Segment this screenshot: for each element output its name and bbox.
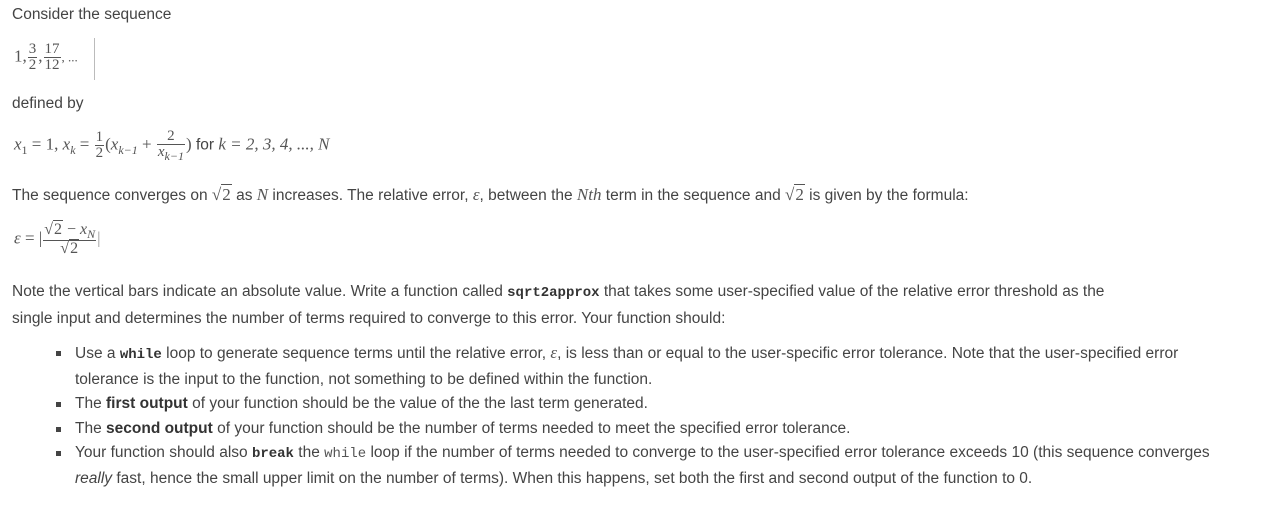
recurrence-formula bbox=[14, 129, 329, 162]
sqrt2-radicand-2: 2 bbox=[795, 185, 804, 204]
sqrt2-symbol: √2 bbox=[211, 185, 231, 204]
r1-code-while: while bbox=[119, 347, 162, 363]
r1-text-c: , is less than or equal to the user-specific error tolerance. Note that the user-specified error tolerance is the input to the function, not something to be defined within the function. bbox=[75, 345, 1179, 388]
err-minus: − bbox=[62, 221, 81, 238]
r1-epsilon: ε bbox=[550, 343, 558, 362]
x1-sub: 1 bbox=[21, 142, 28, 157]
r3-text-b: of your function should be the number of terms needed to meet the specified error tolerance. bbox=[212, 419, 851, 437]
xk-var: x bbox=[62, 134, 71, 154]
two-over-x-fraction bbox=[157, 129, 185, 162]
conv-text-6: is given by the formula: bbox=[804, 187, 969, 204]
x1-var: x bbox=[14, 134, 22, 154]
note-text-1: Note the vertical bars indicate an absolute value. Write a function called bbox=[12, 283, 508, 300]
seq-fraction-2 bbox=[44, 42, 61, 73]
xk-sub: k bbox=[70, 142, 76, 157]
conv-text-3: increases. The relative error, bbox=[268, 187, 473, 204]
err-fraction bbox=[43, 222, 96, 257]
bullet-icon bbox=[56, 427, 61, 432]
err-right-bar: | bbox=[97, 228, 101, 248]
sqrt2-radicand: 2 bbox=[222, 185, 231, 204]
seq-f2-den: 12 bbox=[44, 57, 60, 73]
den-x-sub: k−1 bbox=[164, 149, 184, 163]
k-range: k = 2, 3, 4, ..., N bbox=[218, 134, 330, 154]
seq-first: 1 bbox=[14, 46, 23, 66]
err-numerator: $√2 - x_N$ bbox=[44, 221, 96, 242]
error-formula bbox=[14, 222, 101, 257]
nth-term: Nth bbox=[576, 185, 602, 204]
close-paren: ) bbox=[185, 134, 192, 154]
convergence-sentence bbox=[12, 185, 969, 205]
x-den bbox=[157, 144, 185, 162]
r3-text-a: The bbox=[75, 419, 107, 437]
requirements-list bbox=[56, 341, 1246, 491]
seq-sep-2: , bbox=[38, 46, 43, 66]
conv-text-1: The sequence converges on bbox=[12, 187, 212, 204]
list-item bbox=[56, 341, 1246, 392]
xk1-sub: k−1 bbox=[118, 142, 138, 157]
err-x-sub: N bbox=[87, 227, 96, 242]
r4-text-a: Your function should also bbox=[75, 444, 252, 461]
sqrt2-symbol-2: √2 bbox=[785, 185, 804, 204]
r1-text-a: Use a bbox=[75, 345, 120, 362]
plus-sign: + bbox=[137, 134, 156, 154]
note-paragraph bbox=[12, 279, 1252, 331]
seq-fraction-1 bbox=[28, 42, 38, 73]
half-den: 2 bbox=[95, 145, 104, 161]
r3-bold: second output bbox=[106, 419, 213, 437]
xk1-var: x bbox=[110, 134, 119, 154]
r4-text-b: the bbox=[293, 444, 325, 461]
r4-text-c: loop if the number of terms needed to converge to the user-specified error tolerance exceeds 10 (this sequence converges bbox=[366, 444, 1210, 461]
sequence-expression bbox=[14, 42, 78, 73]
two-num: 2 bbox=[167, 128, 175, 144]
n-var: N bbox=[256, 185, 269, 204]
epsilon-symbol: ε bbox=[472, 185, 480, 204]
note-text-2: that takes some user-specified value of the relative error threshold as the bbox=[599, 283, 1105, 300]
r4-code-while: while bbox=[324, 446, 367, 462]
err-den-radicand: 2 bbox=[70, 240, 79, 258]
half-fraction bbox=[95, 130, 105, 161]
err-x-var: x bbox=[80, 221, 88, 238]
r4-text-d: fast, hence the small upper limit on the number of terms). When this happens, set both the first and second output of the function to 0. bbox=[112, 469, 1033, 487]
for-text: for bbox=[191, 136, 219, 154]
open-paren: ( bbox=[105, 134, 111, 154]
r2-text-a: The bbox=[75, 395, 107, 412]
err-eq: = | bbox=[20, 228, 43, 248]
list-item bbox=[56, 392, 1246, 417]
err-num-radicand: 2 bbox=[53, 221, 62, 238]
xk-eq: = bbox=[75, 134, 94, 154]
den-x-var: x bbox=[157, 144, 165, 160]
note-text-3: single input and determines the number of terms required to converge to this error. Your function should: bbox=[12, 310, 726, 327]
r2-bold: first output bbox=[106, 395, 188, 412]
r4-emphasis: really bbox=[75, 469, 113, 487]
function-name: sqrt2approx bbox=[507, 285, 600, 301]
conv-text-5: term in the sequence and bbox=[601, 187, 786, 204]
seq-tail: , ... bbox=[61, 49, 78, 65]
seq-f2-num: 17 bbox=[44, 41, 60, 57]
r4-code-break: break bbox=[251, 446, 294, 462]
bullet-icon bbox=[56, 451, 61, 456]
half-num: 1 bbox=[95, 129, 104, 145]
defined-by-text: defined by bbox=[12, 95, 84, 112]
conv-text-2: as bbox=[231, 187, 257, 204]
r2-text-b: of your function should be the value of the the last term generated. bbox=[187, 395, 648, 412]
seq-f1-num: 3 bbox=[28, 41, 37, 57]
err-denominator: √2 bbox=[43, 240, 96, 257]
intro-text: Consider the sequence bbox=[12, 6, 172, 23]
seq-f1-den: 2 bbox=[28, 57, 37, 73]
bullet-icon bbox=[56, 402, 61, 407]
text-cursor bbox=[94, 38, 95, 80]
x1-eq: = 1, bbox=[27, 134, 63, 154]
list-item bbox=[56, 441, 1246, 491]
err-epsilon: ε bbox=[14, 228, 21, 248]
bullet-icon bbox=[56, 351, 61, 356]
seq-sep: , bbox=[22, 46, 27, 66]
conv-text-4: , between the bbox=[479, 187, 577, 204]
r1-text-b: loop to generate sequence terms until the relative error, bbox=[161, 345, 551, 362]
list-item bbox=[56, 417, 1246, 442]
